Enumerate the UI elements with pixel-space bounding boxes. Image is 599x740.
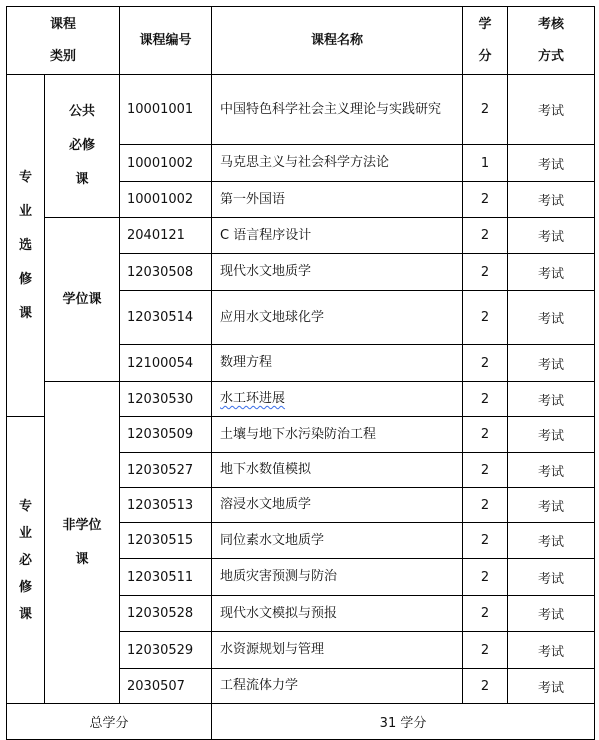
course-exam: 考试 bbox=[508, 669, 595, 704]
course-name: C 语言程序设计 bbox=[212, 218, 463, 254]
header-credit-line1: 学 bbox=[478, 16, 492, 32]
course-name: 工程流体力学 bbox=[212, 669, 463, 704]
course-name: 水资源规划与管理 bbox=[212, 632, 463, 669]
course-exam: 考试 bbox=[508, 559, 595, 596]
course-name: 溶浸水文地质学 bbox=[212, 488, 463, 523]
course-code: 12100054 bbox=[120, 345, 212, 382]
course-credit: 2 bbox=[463, 218, 508, 254]
course-credit: 2 bbox=[463, 382, 508, 417]
course-credit: 2 bbox=[463, 75, 508, 145]
group-elective-char: 选 bbox=[18, 237, 32, 253]
header-credit-line2: 分 bbox=[478, 48, 492, 64]
header-row bbox=[7, 7, 595, 75]
course-code: 12030508 bbox=[120, 254, 212, 291]
group-degree: 学位课 bbox=[45, 218, 120, 382]
course-credit: 1 bbox=[463, 145, 508, 182]
group-required-char: 业 bbox=[18, 525, 32, 541]
course-credit: 2 bbox=[463, 453, 508, 488]
course-credit: 2 bbox=[463, 345, 508, 382]
course-name: 应用水文地球化学 bbox=[212, 291, 463, 345]
course-credit: 2 bbox=[463, 632, 508, 669]
course-code: 2040121 bbox=[120, 218, 212, 254]
course-exam: 考试 bbox=[508, 596, 595, 632]
course-code: 12030515 bbox=[120, 523, 212, 559]
course-credit: 2 bbox=[463, 669, 508, 704]
course-code: 12030529 bbox=[120, 632, 212, 669]
course-name-text: 水工环进展 bbox=[220, 391, 286, 406]
header-name: 课程名称 bbox=[212, 7, 463, 75]
course-exam: 考试 bbox=[508, 488, 595, 523]
group-public-required-line: 公共 bbox=[69, 104, 96, 119]
course-name: 中国特色科学社会主义理论与实践研究 bbox=[212, 75, 463, 145]
total-label: 总学分 bbox=[7, 704, 212, 740]
course-exam: 考试 bbox=[508, 254, 595, 291]
total-row bbox=[7, 704, 595, 740]
group-non-degree-line: 课 bbox=[75, 551, 89, 567]
course-code: 12030514 bbox=[120, 291, 212, 345]
course-code: 2030507 bbox=[120, 669, 212, 704]
group-non-degree-line: 非学位 bbox=[62, 517, 102, 533]
course-name: 同位素水文地质学 bbox=[212, 523, 463, 559]
course-name: 土壤与地下水污染防治工程 bbox=[212, 417, 463, 453]
course-exam: 考试 bbox=[508, 75, 595, 145]
header-category bbox=[7, 7, 120, 75]
course-exam: 考试 bbox=[508, 382, 595, 417]
total-value: 31 学分 bbox=[212, 704, 595, 740]
course-exam: 考试 bbox=[508, 632, 595, 669]
course-credit: 2 bbox=[463, 291, 508, 345]
header-category-line1: 课程 bbox=[50, 16, 77, 32]
group-required bbox=[7, 417, 45, 704]
table-row bbox=[7, 382, 595, 417]
course-exam: 考试 bbox=[508, 218, 595, 254]
course-code: 10001002 bbox=[120, 145, 212, 182]
course-exam: 考试 bbox=[508, 523, 595, 559]
course-code: 12030511 bbox=[120, 559, 212, 596]
group-required-char: 专 bbox=[18, 498, 32, 514]
course-credit: 2 bbox=[463, 596, 508, 632]
table-row bbox=[7, 75, 595, 145]
course-exam: 考试 bbox=[508, 345, 595, 382]
course-exam: 考试 bbox=[508, 417, 595, 453]
table-row bbox=[7, 218, 595, 254]
course-exam: 考试 bbox=[508, 291, 595, 345]
course-credit: 2 bbox=[463, 254, 508, 291]
course-credit: 2 bbox=[463, 417, 508, 453]
course-code: 12030530 bbox=[120, 382, 212, 417]
course-name: 马克思主义与社会科学方法论 bbox=[212, 145, 463, 182]
course-name: 地下水数值模拟 bbox=[212, 453, 463, 488]
group-elective-char: 业 bbox=[18, 203, 32, 219]
header-category-line2: 类别 bbox=[50, 48, 77, 64]
group-elective bbox=[7, 75, 45, 417]
course-name bbox=[212, 382, 463, 417]
header-code: 课程编号 bbox=[120, 7, 212, 75]
header-exam bbox=[508, 7, 595, 75]
course-code: 12030528 bbox=[120, 596, 212, 632]
group-required-char: 必 bbox=[18, 552, 32, 568]
group-public-required-line: 课 bbox=[75, 172, 89, 187]
group-public-required-line: 必修 bbox=[69, 138, 96, 153]
group-elective-char: 修 bbox=[18, 271, 32, 287]
course-code: 12030527 bbox=[120, 453, 212, 488]
course-name: 数理方程 bbox=[212, 345, 463, 382]
course-exam: 考试 bbox=[508, 453, 595, 488]
course-credit: 2 bbox=[463, 182, 508, 218]
header-exam-line1: 考核 bbox=[538, 16, 565, 32]
course-credit: 2 bbox=[463, 488, 508, 523]
course-code: 12030513 bbox=[120, 488, 212, 523]
course-name: 现代水文地质学 bbox=[212, 254, 463, 291]
course-credit: 2 bbox=[463, 523, 508, 559]
group-required-char: 修 bbox=[18, 579, 32, 595]
group-non-degree bbox=[45, 382, 120, 704]
course-name: 地质灾害预测与防治 bbox=[212, 559, 463, 596]
course-code: 10001002 bbox=[120, 182, 212, 218]
course-code: 12030509 bbox=[120, 417, 212, 453]
course-table bbox=[6, 6, 595, 740]
course-name: 现代水文模拟与预报 bbox=[212, 596, 463, 632]
group-elective-char: 专 bbox=[18, 169, 32, 185]
course-exam: 考试 bbox=[508, 182, 595, 218]
header-credit bbox=[463, 7, 508, 75]
course-name: 第一外国语 bbox=[212, 182, 463, 218]
group-elective-char: 课 bbox=[18, 305, 32, 321]
header-exam-line2: 方式 bbox=[538, 48, 565, 64]
course-credit: 2 bbox=[463, 559, 508, 596]
course-exam: 考试 bbox=[508, 145, 595, 182]
course-code: 10001001 bbox=[120, 75, 212, 145]
group-required-char: 课 bbox=[18, 606, 32, 622]
group-public-required bbox=[45, 75, 120, 218]
